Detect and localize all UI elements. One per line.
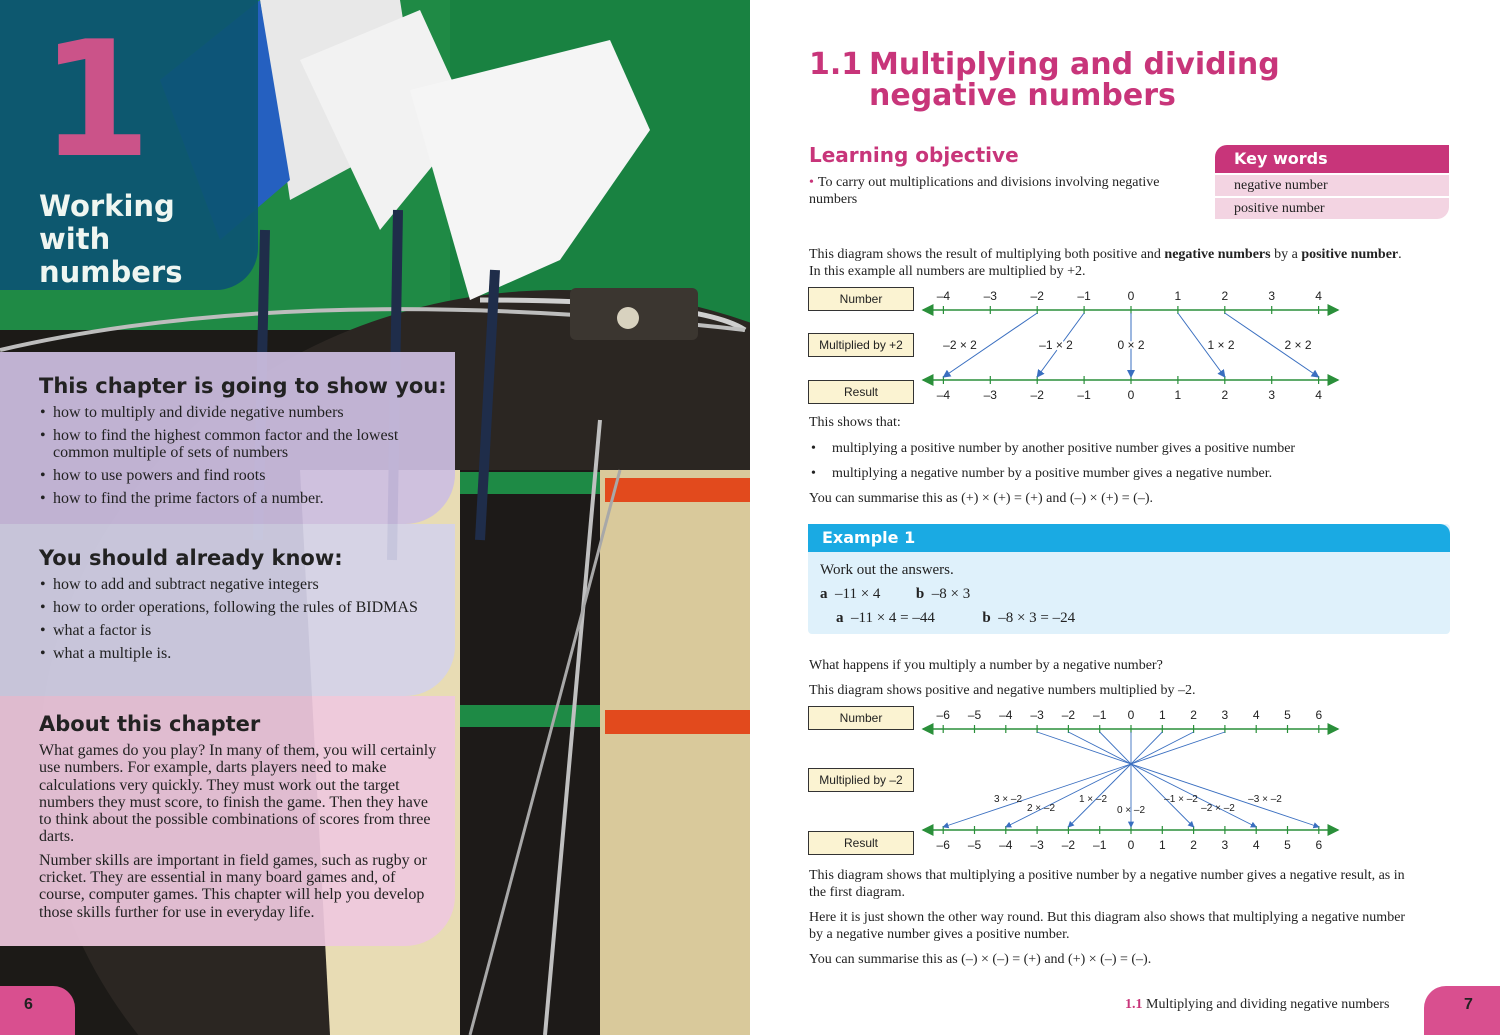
list-item: • how to order operations, following the rules of BIDMAS: [39, 599, 455, 616]
page-number-tab-left: [0, 986, 75, 1035]
tick-label: 5: [1284, 838, 1291, 852]
tick-label: 4: [1252, 838, 1260, 852]
product-label: –1 × –2: [1164, 794, 1198, 805]
page-number: 7: [1464, 996, 1473, 1013]
mapping-arrow: [1131, 764, 1319, 827]
tick-label: 0: [1127, 708, 1135, 722]
tick-label: –1: [1077, 388, 1091, 402]
tick-label: –6: [936, 838, 950, 852]
list-item: • multiplying a positive number by another positive number gives a positive number: [809, 440, 1409, 457]
tick-label: 4: [1252, 708, 1260, 722]
paragraph-4: Here it is just shown the other way round. But this diagram also shows that multiplying a negative number by a negative number gives a positive number.: [809, 910, 1406, 942]
product-label: –2 × 2: [943, 338, 977, 352]
about-panel: [0, 696, 455, 946]
tick-label: –5: [967, 838, 982, 852]
example-heading: Example 1: [808, 524, 1450, 552]
right-page: [750, 0, 1500, 1035]
tick-label: –2: [1030, 388, 1044, 402]
tick-label: –4: [936, 388, 951, 402]
product-label: 0 × 2: [1117, 338, 1145, 352]
tick-label: 2: [1190, 838, 1197, 852]
example-box: [808, 524, 1450, 634]
key-words-heading: Key words: [1215, 145, 1449, 173]
about-paragraph: Number skills are important in field games, such as rugby or cricket. They are essential in many board games and, of course, computer games. This chapter will help you develop those skills further for use in everyday life.: [39, 851, 427, 921]
learning-objective-text: • To carry out multiplications and divisions involving negative numbers: [809, 175, 1160, 207]
mapping-line: [1100, 732, 1131, 764]
tick-label: –1: [1093, 708, 1107, 722]
example-answers: a –11 × 4 = –44 b –8 × 3 = –24: [836, 610, 1076, 626]
chapter-number: 1: [40, 6, 152, 193]
mapping-line: [1037, 732, 1131, 764]
label-number: Number: [808, 706, 914, 730]
list-item: • what a factor is: [39, 622, 455, 639]
label-result: Result: [808, 831, 914, 855]
section-title-text: Multiplying and dividing negative numbers: [869, 47, 1280, 113]
about-paragraph: What games do you play? In many of them, you will certainly use numbers. For example, darts players need to make calculations very quickly. They must work out the target numbers they must score, to finish the game. Then they have to think about the possible combinations of scores from three darts.: [39, 742, 437, 846]
already-know-heading: You should already know:: [39, 546, 343, 570]
paragraph-3: This diagram shows that multiplying a positive number by a negative number gives a negative result, as in the first diagram.: [809, 868, 1405, 900]
tick-label: 2: [1190, 708, 1197, 722]
example-body: [820, 558, 1420, 630]
tick-label: 0: [1127, 289, 1135, 303]
product-label: –3 × –2: [1248, 794, 1282, 805]
page-number: 6: [24, 996, 33, 1013]
product-label: 2 × –2: [1026, 803, 1056, 814]
mapping-arrow: [1006, 764, 1131, 827]
tick-label: 1: [1174, 388, 1182, 402]
summary-2: You can summarise this as (–) × (–) = (+) and (+) × (–) = (–).: [809, 952, 1152, 967]
tick-label: –3: [983, 289, 997, 303]
mapping-line: [1131, 732, 1225, 764]
label-number: Number: [808, 287, 914, 311]
product-label: 1 × –2: [1078, 794, 1108, 805]
mapping-line: [1068, 732, 1131, 764]
diagram-multiply-by-plus-2: [808, 285, 1348, 410]
tick-label: –1: [1077, 289, 1091, 303]
number-line-diagram-1: [808, 285, 1348, 410]
already-know-panel: [0, 524, 455, 696]
tick-label: –2: [1030, 289, 1044, 303]
product-label: 2 × 2: [1284, 338, 1312, 352]
show-you-heading: This chapter is going to show you:: [39, 374, 447, 398]
chapter-header: [0, 0, 258, 290]
bullet-list: [809, 440, 1409, 482]
tick-label: 0: [1127, 838, 1135, 852]
list-item: • how to add and subtract negative integers: [39, 576, 455, 593]
tick-label: –3: [983, 388, 997, 402]
tick-label: –4: [936, 289, 951, 303]
tick-label: –5: [967, 708, 982, 722]
tick-label: –2: [1061, 838, 1076, 852]
tick-label: 1: [1174, 289, 1182, 303]
product-label: 3 × –2: [993, 794, 1023, 805]
key-word: negative number: [1215, 175, 1449, 196]
tick-label: 3: [1221, 838, 1229, 852]
tick-label: 4: [1315, 388, 1322, 402]
tick-label: 3: [1221, 708, 1229, 722]
product-label: –1 × 2: [1039, 338, 1073, 352]
tick-label: –4: [999, 708, 1013, 722]
section-number: 1.1: [809, 47, 863, 82]
summary-1: You can summarise this as (+) × (+) = (+) and (–) × (+) = (–).: [809, 491, 1154, 506]
about-heading: About this chapter: [39, 712, 261, 736]
tick-label: 6: [1315, 838, 1323, 852]
product-label: 0 × –2: [1116, 805, 1146, 816]
tick-label: 3: [1268, 289, 1276, 303]
running-footer: 1.1 Multiplying and dividing negative numbers: [1125, 997, 1390, 1012]
tick-label: 3: [1268, 388, 1276, 402]
chapter-title: Working with numbers: [39, 189, 183, 289]
key-word: positive number: [1215, 198, 1449, 219]
list-item: • how to multiply and divide negative numbers: [39, 404, 455, 421]
label-result: Result: [808, 380, 914, 404]
intro-paragraph: This diagram shows the result of multiplying both positive and negative numbers by a positive number. In this example all numbers are multiplied by +2.: [809, 247, 1402, 279]
learning-objective-heading: Learning objective: [809, 143, 1019, 167]
intro-2: This diagram shows positive and negative numbers multiplied by –2.: [809, 683, 1196, 698]
page-number-tab-right: [1424, 986, 1500, 1035]
tick-label: 0: [1127, 388, 1135, 402]
tick-label: 2: [1221, 289, 1229, 303]
product-label: 1 × 2: [1207, 338, 1235, 352]
mapping-line: [1131, 732, 1194, 764]
key-words-box: [1215, 145, 1449, 219]
label-multiplied: Multiplied by +2: [808, 333, 914, 357]
product-label: –2 × –2: [1201, 803, 1235, 814]
example-questions: a –11 × 4 b –8 × 3: [820, 586, 971, 602]
tick-label: –3: [1030, 708, 1044, 722]
list-item: • multiplying a negative number by a positive mumber gives a negative number.: [809, 465, 1409, 482]
tick-label: –1: [1093, 838, 1107, 852]
list-item: • how to find the highest common factor and the lowest common multiple of sets of numbers: [39, 427, 455, 461]
tick-label: –3: [1030, 838, 1044, 852]
list-item: • how to use powers and find roots: [39, 467, 455, 484]
diagram-multiply-by-minus-2: [808, 704, 1348, 856]
example-prompt: Work out the answers.: [820, 562, 954, 578]
tick-label: 6: [1315, 708, 1323, 722]
list-item: • what a multiple is.: [39, 645, 455, 662]
show-you-panel: [0, 352, 455, 524]
tick-label: 5: [1284, 708, 1291, 722]
tick-label: 2: [1221, 388, 1229, 402]
tick-label: –2: [1061, 708, 1076, 722]
question-2: What happens if you multiply a number by a negative number?: [809, 658, 1163, 673]
mapping-line: [1131, 732, 1162, 764]
section-title: [809, 47, 1409, 113]
list-item: • how to find the prime factors of a number.: [39, 490, 455, 507]
tick-label: 4: [1315, 289, 1322, 303]
tick-label: –6: [936, 708, 950, 722]
tick-label: 1: [1158, 838, 1166, 852]
shows-that-text: This shows that:: [809, 415, 901, 430]
bullet-icon: •: [809, 175, 814, 190]
tick-label: –4: [999, 838, 1013, 852]
tick-label: 1: [1158, 708, 1166, 722]
number-line-diagram-2: [808, 704, 1348, 856]
label-multiplied: Multiplied by –2: [808, 768, 914, 792]
